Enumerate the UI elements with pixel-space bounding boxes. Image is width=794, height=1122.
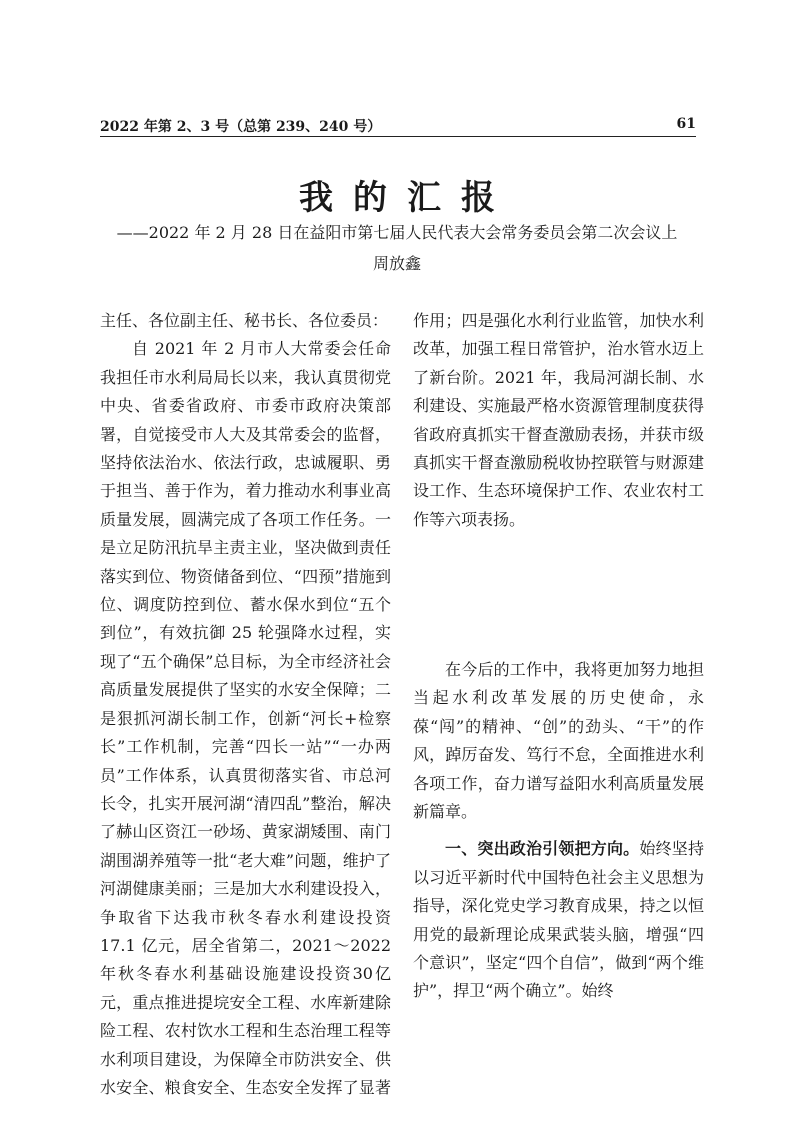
paragraph-1-overflow: 作用；四是强化水利行业监管，加快水利改革，加强工程日常管护，治水管水迈上了新台阶。2021 年，我局河湖长制、水利建设、实施最严格水资源管理制度获得省政府真抓实干督查激励表扬，并获市级真抓实干督查激励税收协控联管与财源建设工作、生态环境保护工作、农业农村工作等六项表扬。 (413, 310, 704, 529)
article-author: 周放鑫 (372, 254, 421, 273)
paragraph-3 (413, 835, 704, 1005)
paragraph-1: 自 2021 年 2 月市人大常委会任命我担任市水利局局长以来，我认真贯彻党中央、省委省政府、市委市政府决策部署，自觉接受市人大及其常委会的监督，坚持依法治水、依法行政，忠诚履职、勇于担当、善于作为，着力推动水利事业高质量发展，圆满完成了各项工作任务。一是立足防汛抗旱主责主业，坚决做到责任落实到位、物资储备到位、“四预”措施到位、调度防控到位、蓄水保水到位“五个到位”，有效抗御 25 轮强降水过程，实现了“五个确保”总目标，为全市经济社会高质量发展提供了坚实的水安全保障；二是狠抓河湖长制工作，创新“河长+检察长”工作机制，完善“四长一站”“一办两员”工作体系，认真贯彻落实省、市总河长令，扎实开展河湖“清四乱”整治，解决了赫山区资江一砂场、黄家湖矮围、南门湖围湖养殖等一批“老大难”问题，维护了河湖健康美丽；三是加大水利建设投入，争取省下达我市秋冬春水利建设投资 17.1 亿元，居全省第二，2021～2022年秋冬春水利基础设施建设投资30亿元，重点推进提垸安全工程、水库新建除险工程、农村饮水工程和生态治理工程等水利项目建设，为保障全市防洪安全、供水安全、粮食安全、生态安全发挥了显著 (100, 339, 391, 1097)
body-column-right (413, 307, 704, 1006)
salutation: 主任、各位副主任、秘书长、各位委员： (100, 311, 389, 330)
paragraph-1-continued (413, 307, 704, 647)
paragraph-2: 在今后的工作中，我将更加努力地担当起水利改革发展的历史使命，永葆“闯”的精神、“创”的劲头、“干”的作风，踔厉奋发、笃行不怠，全面推进水利各项工作，奋力谱写益阳水利高质量发展新篇章。 (413, 660, 704, 822)
section-heading-1: 一、突出政治引领把方向。 (445, 839, 640, 859)
article-title: 我的汇报 (299, 178, 515, 218)
running-header (100, 114, 696, 137)
issue-info: 2022 年第 2、3 号（总第 239、240 号） (100, 119, 382, 135)
page-number: 61 (676, 116, 696, 132)
body-column-left (100, 307, 391, 1102)
article-subtitle: ——2022 年 2 月 28 日在益阳市第七届人民代表大会常务委员会第二次会议上 (116, 223, 678, 242)
paragraph-3-text: 始终坚持以习近平新时代中国特色社会主义思想为指导，深化党史学习教育成果，持之以恒用党的最新理论成果武装头脑，增强“四个意识”，坚定“四个自信”，做到“两个维护”，捍卫“两个确立”。始终 (413, 839, 704, 1001)
